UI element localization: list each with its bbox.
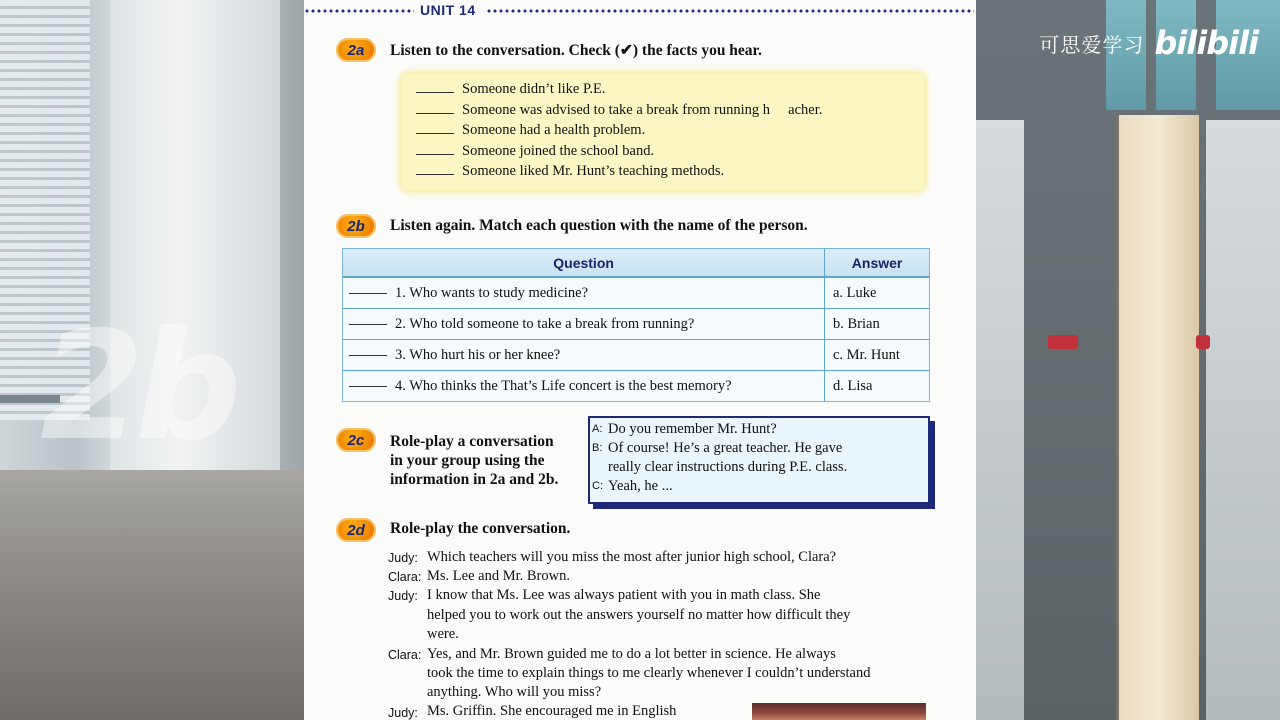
sample-dialog-box [588,416,930,504]
illustration-photo [752,703,926,720]
speaker-label: Clara: [388,570,422,584]
speaker-label: C: [592,480,603,492]
table-row [343,371,929,401]
dialog-line: really clear instructions during P.E. class. [608,459,848,475]
speaker-label: Judy: [388,706,418,720]
conversation-line: Ms. Lee and Mr. Brown. [427,568,570,584]
speaker-label: Clara: [388,648,422,662]
speaker-label: B: [592,442,603,454]
answer-blank[interactable] [349,292,387,294]
answer-blank[interactable] [416,91,454,93]
answer-blank[interactable] [416,132,454,134]
answer-text: a. Luke [833,284,877,301]
table-header [343,249,929,278]
dotted-rule [304,9,414,13]
channel-name: 可思爱学习 [1039,32,1145,57]
section-badge-2a: 2a [336,38,376,62]
dialog-line: Yeah, he ... [608,478,673,494]
checklist-item: Someone didn’t like P.E. [416,81,606,98]
checklist-item: Someone had a health problem. [416,122,645,139]
dialog-line: Of course! He’s a great teacher. He gave [608,440,843,456]
answer-blank[interactable] [349,323,387,325]
conversation-line: were. [427,626,459,642]
instruction-2c: Role-play a conversation in your group using the information in 2a and 2b. [390,433,559,488]
answer-blank[interactable] [416,112,454,114]
checklist-item: Someone liked Mr. Hunt’s teaching methods. [416,163,724,180]
checklist-item: Someone was advised to take a break from running h acher. [416,102,822,119]
exit-light [1196,335,1210,349]
conversation-line: took the time to explain things to me clearly whenever I couldn’t understand [427,665,871,681]
channel-logo [1039,24,1258,62]
conversation-line: helped you to work out the answers yourself no matter how difficult they [427,607,851,623]
background-left-blur [0,0,304,720]
speaker-label: Judy: [388,551,418,565]
section-badge-2b: 2b [336,214,376,238]
corridor-panel [1206,120,1280,720]
question-text: 1. Who wants to study medicine? [395,284,589,301]
conversation-line: anything. Who will you miss? [427,684,602,700]
instruction-2b: Listen again. Match each question with the name of the person. [390,217,808,234]
question-text: 3. Who hurt his or her knee? [395,346,561,363]
background-right-blur [976,0,1280,720]
unit-title: UNIT 14 [420,2,476,18]
answer-blank[interactable] [349,385,387,387]
question-text: 2. Who told someone to take a break from running? [395,315,695,332]
watermark-text: 2b [40,300,232,474]
dotted-rule [486,9,974,13]
corridor-wall [976,120,1024,720]
matching-table [342,248,930,402]
speaker-label: A: [592,423,603,435]
conversation-line: I know that Ms. Lee was always patient with you in math class. She [427,587,821,603]
answer-blank[interactable] [416,153,454,155]
table-row [343,309,929,340]
dialog-line: Do you remember Mr. Hunt? [608,421,777,437]
answer-blank[interactable] [416,173,454,175]
corridor-door [1116,115,1199,720]
header-answer: Answer [851,254,903,271]
instruction-2d: Role-play the conversation. [390,520,571,537]
conversation-line: Which teachers will you miss the most after junior high school, Clara? [427,549,837,565]
textbook-page [304,0,976,720]
table-row [343,278,929,309]
answer-text: c. Mr. Hunt [833,346,900,363]
question-text: 4. Who thinks the That’s Life concert is the best memory? [395,377,732,394]
window-ledge [0,470,304,720]
header-question: Question [343,249,825,276]
speaker-label: Judy: [388,589,418,603]
instruction-2a: Listen to the conversation. Check (✔) the facts you hear. [390,42,762,59]
bilibili-logo: bilibili [1154,24,1258,62]
conversation-line: Ms. Griffin. She encouraged me in English [427,703,677,719]
answer-text: d. Lisa [833,377,873,394]
table-row [343,340,929,371]
unit-header [304,4,976,18]
answer-blank[interactable] [349,354,387,356]
exit-light [1048,335,1078,349]
section-badge-2d: 2d [336,518,376,542]
checklist-item: Someone joined the school band. [416,143,654,160]
answer-text: b. Brian [833,315,880,332]
conversation-line: Yes, and Mr. Brown guided me to do a lot better in science. He always [427,646,836,662]
section-badge-2c: 2c [336,428,376,452]
